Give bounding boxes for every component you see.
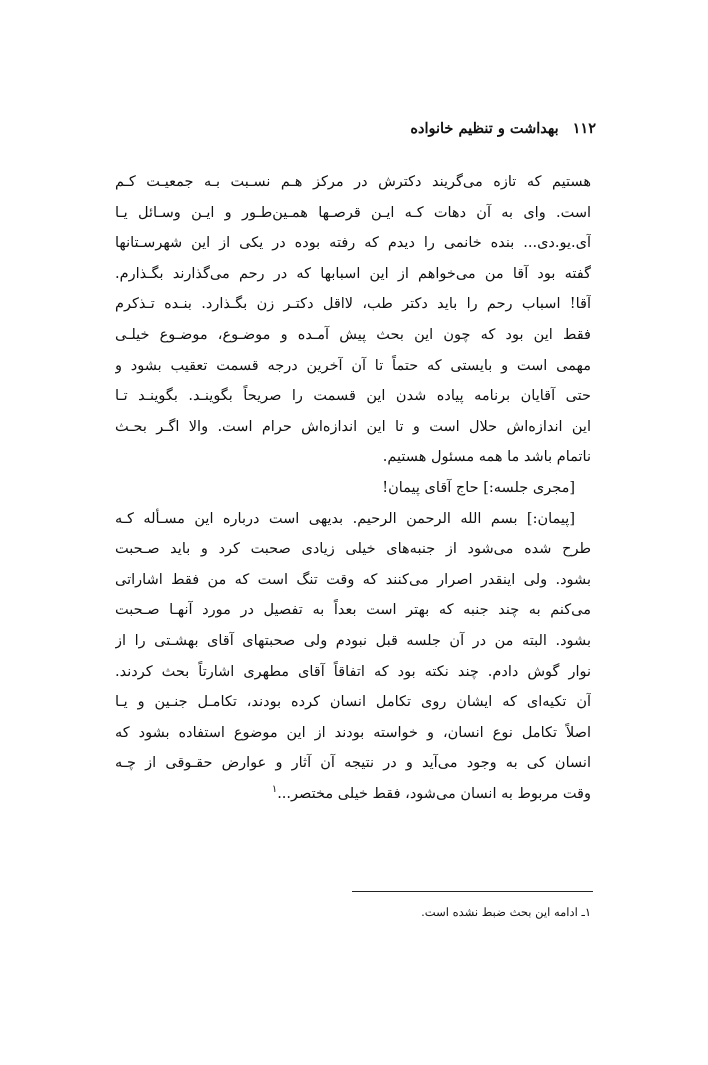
text-line: ناتمام باشد ما همه مسئول هستیم.	[382, 449, 591, 466]
text-line: آقا! اسباب رحم را باید دکتر طب، لااقل دکتـر زن بگـذارد. بنـده تـذکرم	[115, 296, 591, 313]
text-line: هستیم که تازه می‌گریند دکترش در مرکز هـم نسـبت بـه جمعیـت کـم	[115, 174, 591, 190]
text-line: نوار گوش دادم. چند نکته بود که اتفاقاً آقای مطهری اشارتاً بحث کردند.	[115, 663, 591, 680]
page-number: ۱۱۲	[572, 120, 596, 137]
text-line: مهمی است و بایستی که حتماً تا آن آخرین درجه قسمت تعقیب بشود و	[115, 357, 591, 374]
text-line: بشود. ولی اینقدر اصرار می‌کنند که وقت تنگ است که من فقط اشاراتی	[115, 571, 591, 588]
text-line: می‌کنم به چند جنبه که بهتر است بعداً به تفصیل در مورد آنهـا صـحبت	[115, 602, 591, 619]
speaker-line: [مجری جلسه:] حاج آقای پیمان!	[382, 479, 575, 496]
text-line: آن تکیه‌ای که ایشان روی تکامل انسان کرده بودند، تکامـل جنـین و یـا	[115, 694, 591, 711]
running-header	[410, 120, 596, 144]
footnote-divider	[352, 891, 593, 892]
speaker-line: [پیمان:] بسم الله الرحمن الرحیم. بدیهی است درباره این مسـأله کـه	[115, 510, 575, 527]
text-line: گفته بود آقا من می‌خواهم از این اسبابها که در رحم می‌گذارند بگـذارم.	[115, 265, 591, 282]
text-line: بشود. البته من در آن جلسه قبل نبودم ولی صحبتهای آقای بهشـتی را از	[115, 632, 591, 649]
text-line: است. وای به آن دهات کـه ایـن قرصـها همـین‌طـور و ایـن وسـائل یـا	[115, 204, 591, 221]
text-line: طرح شده می‌شود از جنبه‌های خیلی زیادی صحبت کرد و باید صـحبت	[115, 541, 591, 558]
footnote: ۱ـ ادامه این بحث ضبط نشده است.	[421, 905, 591, 919]
text-line: آی.یو.دی... بنده خانمی را دیدم که رفته بوده در یکی از این شهرسـتانها	[115, 235, 591, 252]
text-line: حتی آقایان برنامه پیاده شدن این قسمت را صریحاً بگوینـد. بگوینـد تـا	[115, 388, 591, 405]
text-line: اصلاً تکامل نوع انسان، و خواسته بودند از این موضوع استفاده بشود که	[115, 724, 591, 741]
footnote-reference[interactable]: ۱	[271, 784, 278, 796]
text-line: این اندازه‌اش حلال است و تا این اندازه‌اش حرام است. والا اگـر بحـث	[115, 418, 591, 435]
body-text	[115, 167, 591, 809]
text-line-final	[115, 779, 591, 810]
text-line: انسان کی به وجود می‌آید و در نتیجه آن آثار و عوارض حقـوقی از چـه	[115, 755, 591, 772]
running-title: بهداشت و تنظیم خانواده	[410, 120, 559, 137]
text-line: فقط این بود که چون این بحث پیش آمـده و موضـوع، موضـوع خیلـی	[115, 326, 591, 343]
final-line-text: وقت مربوط به انسان می‌شود، فقط خیلی مختصر...	[277, 785, 591, 802]
